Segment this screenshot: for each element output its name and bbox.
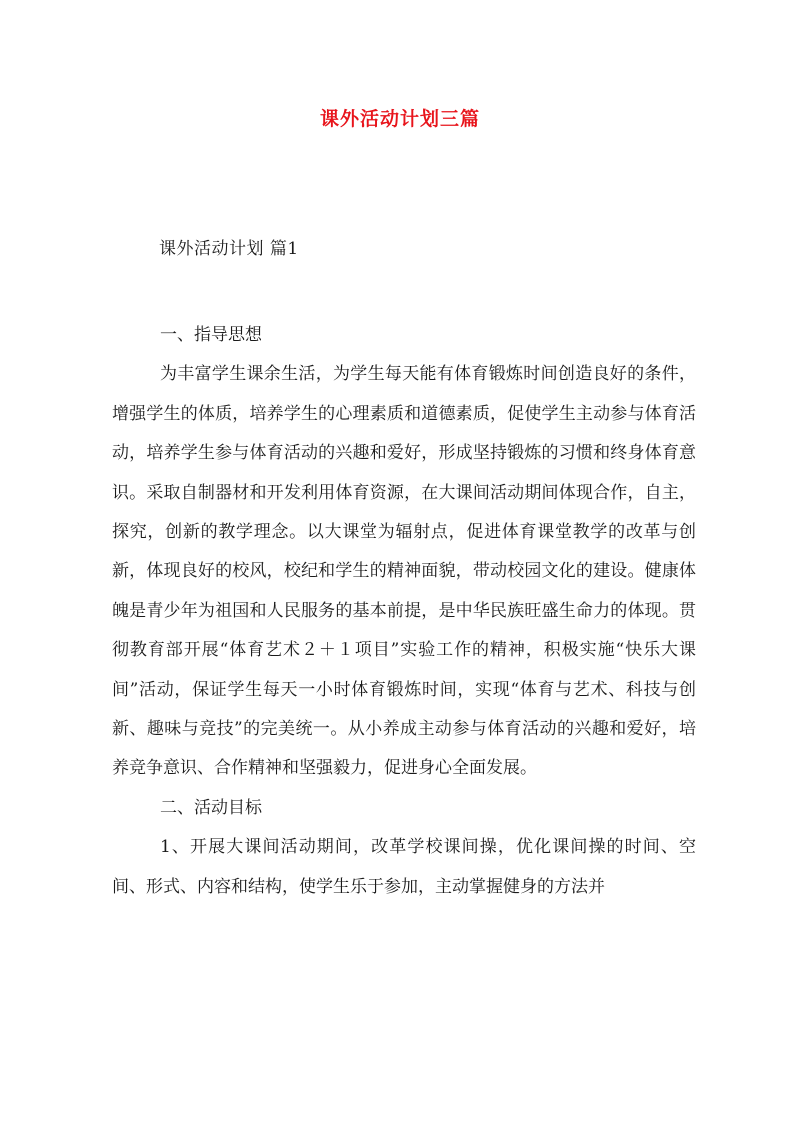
section-heading: 课外活动计划 篇1 — [159, 239, 299, 259]
paragraph-goal-1: 1、开展大课间活动期间，改革学校课间操，优化课间操的时间、空间、形式、内容和结构，使学生乐于参加，主动掌握健身的方法并 — [112, 837, 696, 897]
subheading-guiding-ideology: 一、指导思想 — [160, 325, 262, 345]
paragraph-guiding-ideology: 为丰富学生课余生活，为学生每天能有体育锻炼时间创造良好的条件，增强学生的体质，培养学生的心理素质和道德素质，促使学生主动参与体育活动，培养学生参与体育活动的兴趣和爱好，形成坚持锻炼的习惯和终身体育意识。采取自制器材和开发利用体育资源，在大课间活动期间体现合作，自主，探究，创新的教学理念。以大课堂为辐射点，促进体育课堂教学的改革与创新，体现良好的校风，校纪和学生的精神面貌，带动校园文化的建设。健康体魄是青少年为祖国和人民服务的基本前提，是中华民族旺盛生命力的体现。贯彻教育部开展“体育艺术２＋１项目”实验工作的精神，积极实施“快乐大课间”活动，保证学生每天一小时体育锻炼时间，实现“体育与艺术、科技与创新、趣味与竞技”的完美统一。从小养成主动参与体育活动的兴趣和爱好，培养竞争意识、合作精神和坚强毅力，促进身心全面发展。 — [112, 364, 696, 779]
subheading-activity-goals: 二、活动目标 — [160, 797, 262, 818]
document-body — [112, 316, 696, 907]
document-title: 课外活动计划三篇 — [319, 108, 480, 130]
